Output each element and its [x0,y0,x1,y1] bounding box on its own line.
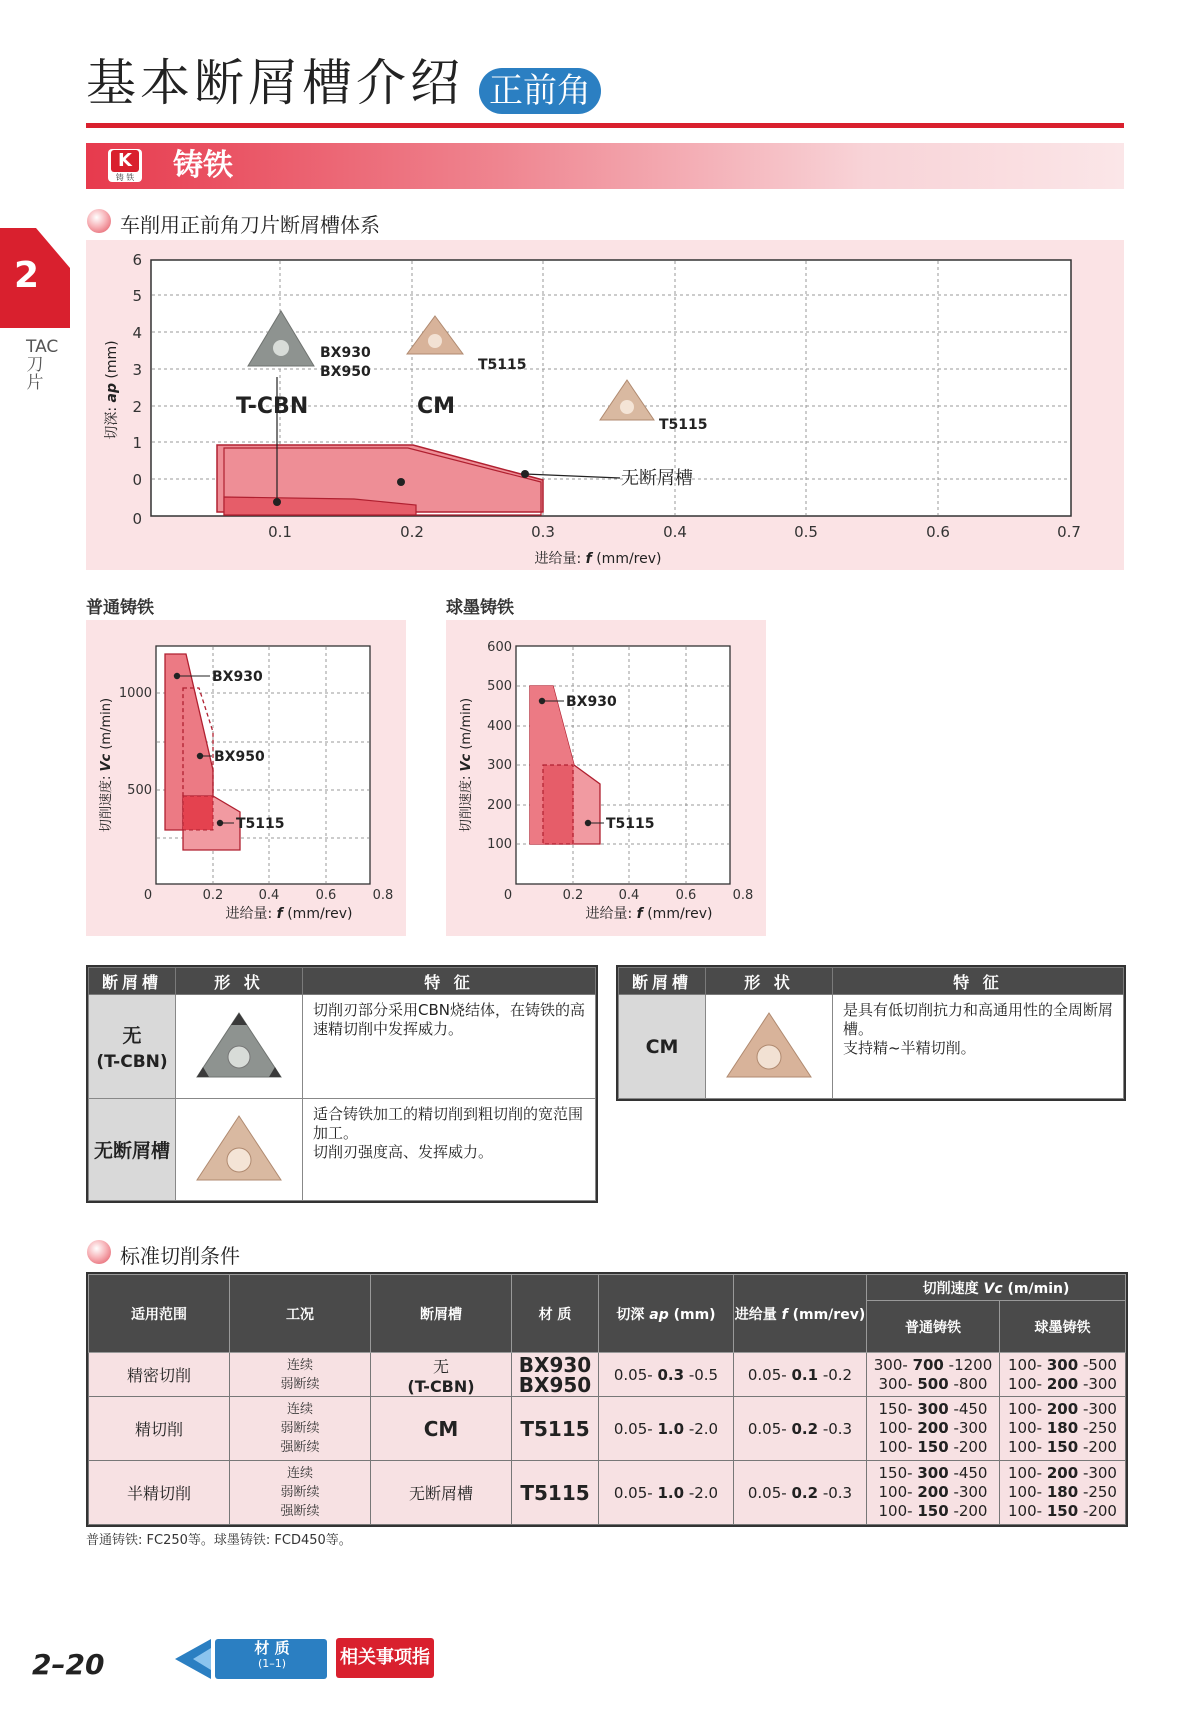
caption-ductile-iron: 球墨铸铁 [446,598,514,618]
cell-ap: 0.05- 0.3 -0.5 [599,1353,734,1397]
y-tick: 300 [487,758,512,773]
cell-state: 连续 弱断续 [230,1353,371,1397]
chapter-number: 2 [14,255,40,296]
cell-range: 精切削 [89,1397,230,1461]
y-tick: 200 [487,798,512,813]
x-tick: 0.8 [372,888,394,903]
cell-grade: T5115 [512,1461,599,1525]
col-header-shape: 形 状 [706,968,833,995]
feature-text-cm: 是具有低切削抗力和高通用性的全周断屑槽。 支持精~半精切削。 [833,995,1124,1099]
chart-gray-iron-ylabel: 切削速度: Vc (m/min) [99,697,114,833]
caption-gray-iron: 普通铸铁 [86,598,154,618]
col-header-ap: 切深 ap (mm) [599,1275,734,1353]
category-icon-sub: 铸 铁 [115,173,135,182]
col-header-cutting-speed: 切削速度 Vc (m/min) [867,1275,1126,1301]
cell-vc-ductile: 100- 300 -500 100- 200 -300 [1000,1353,1126,1397]
cell-vc-ductile: 100- 200 -300 100- 180 -250 100- 150 -200 [1000,1461,1126,1525]
label-bx950: BX950 [214,749,265,765]
label-bx930: BX930 [320,345,371,361]
cell-ap: 0.05- 1.0 -2.0 [599,1461,734,1525]
label-bx930: BX930 [566,694,617,710]
label-t-cbn: T-CBN [236,394,309,419]
feature-text-no-breaker: 适合铸铁加工的精切削到粗切削的宽范围加工。 切削刃强度高、发挥威力。 [303,1099,596,1201]
x-tick: 0.8 [732,888,754,903]
material-nav-sub[interactable]: (1–1) [257,1657,287,1670]
cell-breaker: 无断屑槽 [371,1461,512,1525]
cell-vc-gray: 300- 700 -1200 300- 500 -800 [867,1353,1000,1397]
y-tick: 6 [132,251,142,269]
cell-vc-gray: 150- 300 -450 100- 200 -300 100- 150 -200 [867,1397,1000,1461]
x-tick: 0.1 [268,523,292,541]
col-header-gray-iron: 普通铸铁 [867,1301,1000,1353]
label-cm: CM [417,394,456,419]
category-banner [86,143,1124,189]
cell-breaker: CM [371,1397,512,1461]
x-tick: 0.2 [562,888,584,903]
material-nav-label[interactable]: 材 质 [254,1639,290,1657]
breaker-name-tcbn: 无 (T-CBN) [89,995,176,1099]
cell-breaker: 无 (T-CBN) [371,1353,512,1397]
label-t5115: T5115 [236,816,285,832]
page-number: 2–20 [32,1648,105,1681]
table-row [89,1099,596,1201]
region-overlap [543,765,573,844]
label-bx950: BX950 [320,364,371,380]
x-tick: 0.6 [675,888,697,903]
cell-ap: 0.05- 1.0 -2.0 [599,1397,734,1461]
table-row [89,1353,1126,1397]
table-row [619,995,1124,1099]
col-header-breaker: 断屑槽 [89,968,176,995]
breaker-table-right [616,965,1126,1101]
x-tick: 0 [503,888,513,903]
cell-range: 精密切削 [89,1353,230,1397]
y-tick: 4 [132,324,142,342]
cell-feed: 0.05- 0.2 -0.3 [734,1397,867,1461]
cell-vc-gray: 150- 300 -450 100- 200 -300 100- 150 -200 [867,1461,1000,1525]
x-tick: 0.7 [1057,523,1081,541]
main-chart-ylabel: 切深: ap (mm) [104,340,120,440]
col-header-state: 工况 [230,1275,371,1353]
breaker-name-no-breaker: 无断屑槽 [89,1099,176,1201]
y-tick: 100 [487,837,512,852]
chart-ductile-iron-xlabel: 进给量: f (mm/rev) [585,906,713,922]
main-chart-xlabel: 进给量: f (mm/rev) [534,551,662,567]
cell-range: 半精切削 [89,1461,230,1525]
x-tick: 0.4 [663,523,687,541]
chart-ductile-iron-ylabel: 切削速度: Vc (m/min) [459,697,474,833]
page-title: 基本断屑槽介绍 [86,54,464,112]
label-t5115: T5115 [606,816,655,832]
col-header-ductile-iron: 球墨铸铁 [1000,1301,1126,1353]
feature-text-tcbn: 切削刃部分采用CBN烧结体，在铸铁的高速精切削中发挥威力。 [303,995,596,1099]
label-bx930: BX930 [212,669,263,685]
label-t5115-cm: T5115 [478,357,527,373]
x-tick: 0.2 [400,523,424,541]
insert-image-tcbn [176,995,303,1099]
section-heading-cutting-conditions: 标准切削条件 [120,1244,240,1268]
y-tick: 2 [132,398,142,416]
col-header-feature: 特 征 [833,968,1124,995]
col-header-feature: 特 征 [303,968,596,995]
y-tick: 500 [487,679,512,694]
category-label: 铸铁 [173,148,233,183]
breaker-name-cm: CM [619,995,706,1099]
x-tick: 0.4 [258,888,280,903]
y-tick: 600 [487,640,512,655]
chart-gray-iron-xlabel: 进给量: f (mm/rev) [225,906,353,922]
cell-feed: 0.05- 0.1 -0.2 [734,1353,867,1397]
table-row [89,1461,1126,1525]
section-heading-chipbreaker-system: 车削用正前角刀片断屑槽体系 [120,213,380,237]
region-overlap [183,796,213,830]
cell-feed: 0.05- 0.2 -0.3 [734,1461,867,1525]
cell-grade: T5115 [512,1397,599,1461]
x-tick: 0.4 [618,888,640,903]
y-tick: 1000 [118,686,152,701]
y-tick: 500 [127,783,152,798]
point-cm [397,478,405,486]
cutting-conditions-table [86,1272,1128,1527]
y-tick: 400 [487,719,512,734]
y-tick: 3 [132,361,142,379]
cell-grade: BX930 BX950 [512,1353,599,1397]
col-header-feed: 进给量 f (mm/rev) [734,1275,867,1353]
col-header-breaker: 断屑槽 [619,968,706,995]
cell-state: 连续 弱断续 强断续 [230,1397,371,1461]
x-tick: 0 [143,888,153,903]
x-tick: 0.6 [926,523,950,541]
cell-state: 连续 弱断续 强断续 [230,1461,371,1525]
title-underline [86,123,1124,128]
section-bullet-icon [87,1240,111,1264]
chapter-name: TAC刀片 [26,337,59,393]
chart-ductile-iron [446,620,766,936]
x-tick: 0.3 [531,523,555,541]
y-tick: 0 [132,510,142,528]
col-header-range: 适用范围 [89,1275,230,1353]
x-tick: 0.2 [202,888,224,903]
guide-button[interactable]: 相关事项指南 [336,1638,434,1678]
rake-badge: 正前角 [479,68,601,114]
label-t5115-no-breaker: T5115 [659,417,708,433]
cell-vc-ductile: 100- 200 -300 100- 180 -250 100- 150 -200 [1000,1397,1126,1461]
x-tick: 0.5 [794,523,818,541]
section-bullet-icon [87,209,111,233]
table-row [89,995,596,1099]
table-row [89,1397,1126,1461]
label-no-breaker: 无断屑槽 [621,468,693,489]
insert-image-no-breaker [176,1099,303,1201]
y-tick: 0 [132,471,142,489]
footnote: 普通铸铁: FC250等。球墨铸铁: FCD450等。 [86,1533,352,1548]
insert-image-cm [706,995,833,1099]
x-tick: 0.6 [315,888,337,903]
breaker-table-left [86,965,598,1203]
y-tick: 1 [132,434,142,452]
col-header-shape: 形 状 [176,968,303,995]
chart-gray-iron [86,620,406,936]
y-tick: 5 [132,287,142,305]
category-letter: K [111,150,139,172]
main-chart [86,240,1124,570]
col-header-grade: 材 质 [512,1275,599,1353]
col-header-breaker: 断屑槽 [371,1275,512,1353]
